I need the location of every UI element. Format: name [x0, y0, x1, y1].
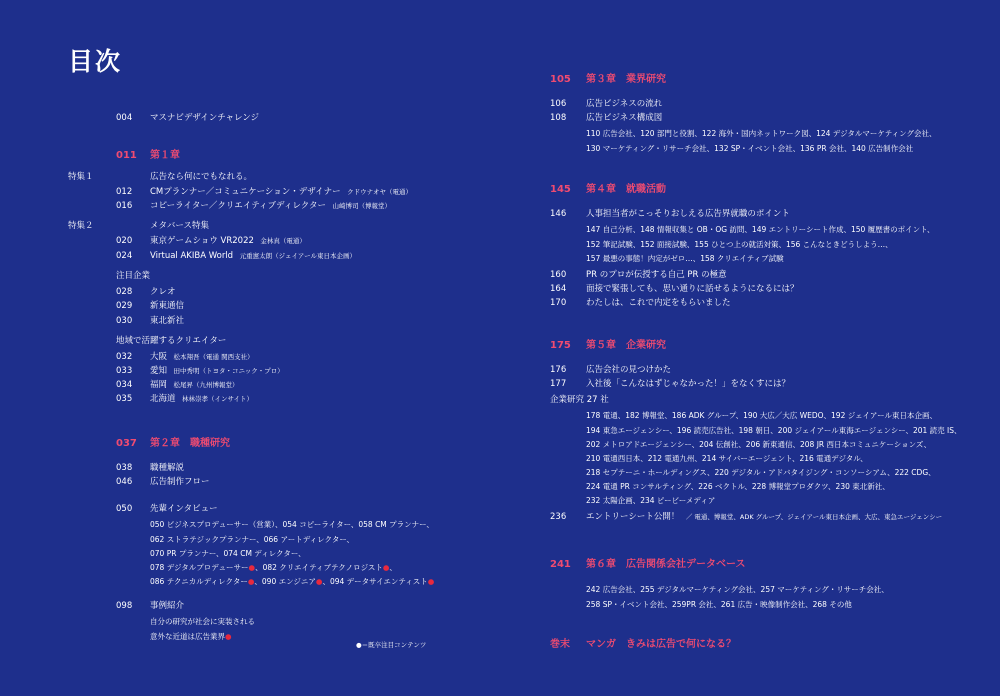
entry-title: Virtual AKIBA World 元重憲太朗（ジェイアール東日本企画） [150, 251, 356, 261]
entry-title: 157 最悪の事態！内定がゼロ…、158 クリエイティブ試験 [586, 254, 784, 263]
page-number: 160 [550, 270, 567, 280]
red-dot-icon: ● [248, 563, 256, 572]
chapter-title: 第２章 職種研究 [150, 438, 230, 449]
entry-note: 元重憲太朗（ジェイアール東日本企画） [233, 252, 356, 260]
entry-title: 078 デジタルプロデューサー●、082 クリエイティブテクノロジスト●、 [150, 563, 397, 572]
chapter-title: 第４章 就職活動 [586, 184, 666, 195]
page-number: 164 [550, 284, 567, 294]
entry-note: ／ 電通、博報堂、ADK グループ、ジェイアール東日本企画、大広、東急エージェンシー [679, 513, 943, 521]
entry-note: 林林崇孝（インサイト） [175, 395, 254, 403]
entry-title: 東京ゲームショウ VR2022 金林真（電通） [150, 236, 306, 246]
entry-note: 田中秀明（トヨタ・コニック・プロ） [167, 367, 284, 375]
entry-title: 178 電通、182 博報堂、186 ADK グループ、190 大広／大広 WEDO、192 ジェイアール東日本企画、 [586, 411, 937, 420]
entry-title: 愛知 田中秀明（トヨタ・コニック・プロ） [150, 366, 284, 376]
entry-title: 258 SP・イベント会社、259PR 会社、261 広告・映像制作会社、268 その他 [586, 600, 852, 609]
page-number: 170 [550, 298, 567, 308]
entry-title: 広告会社の見つけかた [586, 365, 672, 375]
entry-title: PR のプロが伝授する自己 PR の極意 [586, 270, 727, 280]
entry-note: 松尾昇（九州博報堂） [167, 381, 239, 389]
entry-title: 210 電通西日本、212 電通九州、214 サイバーエージェント、216 電通デジタル、 [586, 454, 868, 463]
entry-title: 先輩インタビュー [150, 504, 218, 514]
entry-title: 242 広告会社、255 デジタルマーケティング会社、257 マーケティング・リサーチ会社、 [586, 585, 889, 594]
page-number: 176 [550, 365, 567, 375]
page-number: 030 [116, 316, 133, 326]
page-number: 108 [550, 113, 567, 123]
chapter-title: マンガ きみは広告で何になる？ [586, 639, 736, 650]
page-number: 035 [116, 394, 133, 404]
chapter-title: 第６章 広告関係会社データベース [586, 559, 746, 570]
page-number: 177 [550, 379, 567, 389]
page-number: 038 [116, 463, 133, 473]
page-number: 037 [116, 438, 137, 449]
page-number: 012 [116, 187, 133, 197]
entry-title: 130 マーケティング・リサーチ会社、132 SP・イベント会社、136 PR 会社、140 広告制作会社 [586, 144, 914, 153]
entry-title: 大阪 松本翔吾（電通 関西支社） [150, 352, 254, 362]
entry-title: 232 太陽企画、234 ピービーメディア [586, 496, 716, 505]
page-number: 巻末 [550, 639, 570, 650]
red-dot-icon: ● [427, 577, 435, 586]
page-number: 098 [116, 601, 133, 611]
page-number: 046 [116, 477, 133, 487]
page-number: 033 [116, 366, 133, 376]
entry-title: CMプランナー／コミュニケーション・デザイナー クドウナオヤ（電通） [150, 187, 413, 197]
red-dot-icon: ● [315, 577, 323, 586]
page-number: 004 [116, 113, 133, 123]
entry-title: 110 広告会社、120 部門と役割、122 海外・国内ネットワーク図、124 デジタルマーケティング会社、 [586, 129, 937, 138]
entry-title: 147 自己分析、148 情報収集と OB・OG 訪問、149 エントリーシート作成、150 履歴書のポイント、 [586, 225, 935, 234]
legend-note: ●＝既卒注目コンテンツ [356, 641, 427, 649]
red-dot-icon: ● [382, 563, 390, 572]
page-number: 236 [550, 512, 567, 522]
entry-title: 218 セプテーニ・ホールディングス、220 デジタル・アドバタイジング・コンソーシアム、222 CDG、 [586, 468, 936, 477]
entry-title: わたしは、これで内定をもらいました [586, 298, 731, 308]
page-number: 011 [116, 150, 137, 161]
entry-title: メタバース特集 [150, 221, 209, 231]
entry-title: 新東通信 [150, 301, 185, 311]
entry-title: 062 ストラテジックプランナー、066 アートディレクター、 [150, 535, 355, 544]
page-number: 016 [116, 201, 133, 211]
page-number: 024 [116, 251, 133, 261]
entry-title: クレオ [150, 287, 176, 297]
entry-title: 人事担当者がこっそりおしえる広告界就職のポイント [586, 209, 790, 219]
entry-title: 意外な近道は広告業界● [150, 632, 232, 641]
entry-title: 職種解説 [150, 463, 185, 473]
entry-note: 金林真（電通） [253, 237, 306, 245]
entry-title: 202 メトロアドエージェンシー、204 伝創社、206 新東通信、208 JR 西日本コミュニケーションズ、 [586, 440, 932, 449]
feature-label: 特集１ [68, 172, 94, 182]
entry-title: マスナビデザインチャレンジ [150, 113, 260, 123]
page-number: 034 [116, 380, 133, 390]
entry-title: 注目企業 [116, 271, 151, 281]
entry-note: 山崎博司（博報堂） [326, 202, 392, 210]
entry-title: 自分の研究が社会に実装される [150, 617, 255, 626]
entry-title: 福岡 松尾昇（九州博報堂） [150, 380, 239, 390]
entry-title: 広告なら何にでもなれる。 [150, 172, 253, 182]
entry-title: 入社後「こんなはずじゃなかった！」をなくすには？ [586, 379, 791, 389]
feature-label: 特集２ [68, 221, 94, 231]
page-number: 146 [550, 209, 567, 219]
red-dot-icon: ● [225, 632, 232, 641]
entry-note: クドウナオヤ（電通） [340, 188, 413, 196]
entry-title: 086 テクニカルディレクター●、090 エンジニア●、094 データサイエンティスト● [150, 577, 435, 586]
chapter-title: 第３章 業界研究 [586, 74, 666, 85]
entry-title: エントリーシート公開！ ／ 電通、博報堂、ADK グループ、ジェイアール東日本企画、大広、東急エージェンシー [586, 512, 943, 522]
entry-title: 広告ビジネス構成図 [586, 113, 663, 123]
entry-title: 070 PR プランナー、074 CM ディレクター、 [150, 549, 306, 558]
entry-title: 面接で緊張しても、思い通りに話せるようになるには？ [586, 284, 799, 294]
entry-title: 広告ビジネスの流れ [586, 99, 663, 109]
entry-title: 東北新社 [150, 316, 185, 326]
page-title: 目次 [68, 47, 123, 76]
page-number: 175 [550, 340, 571, 351]
entry-title: 224 電通 PR コンサルティング、226 ベクトル、228 博報堂プロダクツ、230 東北新社、 [586, 482, 890, 491]
entry-title: 広告制作フロー [150, 477, 210, 487]
page-number: 029 [116, 301, 133, 311]
entry-title: 企業研究 27 社 [550, 395, 609, 405]
entry-title: 北海道 林林崇孝（インサイト） [150, 394, 254, 404]
entry-title: コピーライター／クリエイティブディレクター 山崎博司（博報堂） [150, 201, 392, 211]
chapter-title: 第１章 [150, 150, 180, 161]
page-number: 050 [116, 504, 133, 514]
page-number: 020 [116, 236, 133, 246]
entry-title: 地域で活躍するクリエイター [116, 336, 227, 346]
page-number: 032 [116, 352, 133, 362]
page-number: 145 [550, 184, 571, 195]
entry-note: 松本翔吾（電通 関西支社） [167, 353, 254, 361]
page-number: 106 [550, 99, 567, 109]
entry-title: 事例紹介 [150, 601, 185, 611]
red-dot-icon: ● [247, 577, 255, 586]
chapter-title: 第５章 企業研究 [586, 340, 666, 351]
page-number: 105 [550, 74, 571, 85]
page-number: 028 [116, 287, 133, 297]
entry-title: 152 筆記試験、152 面接試験、155 ひとつ上の就活対策、156 こんなときどうしよう…、 [586, 240, 893, 249]
entry-title: 050 ビジネスプロデューサー（営業）、054 コピーライター、058 CM プランナー、 [150, 520, 434, 529]
page-number: 241 [550, 559, 571, 570]
entry-title: 194 東急エージェンシー、196 読売広告社、198 朝日、200 ジェイアール東海エージェンシー、201 読売 IS、 [586, 426, 962, 435]
